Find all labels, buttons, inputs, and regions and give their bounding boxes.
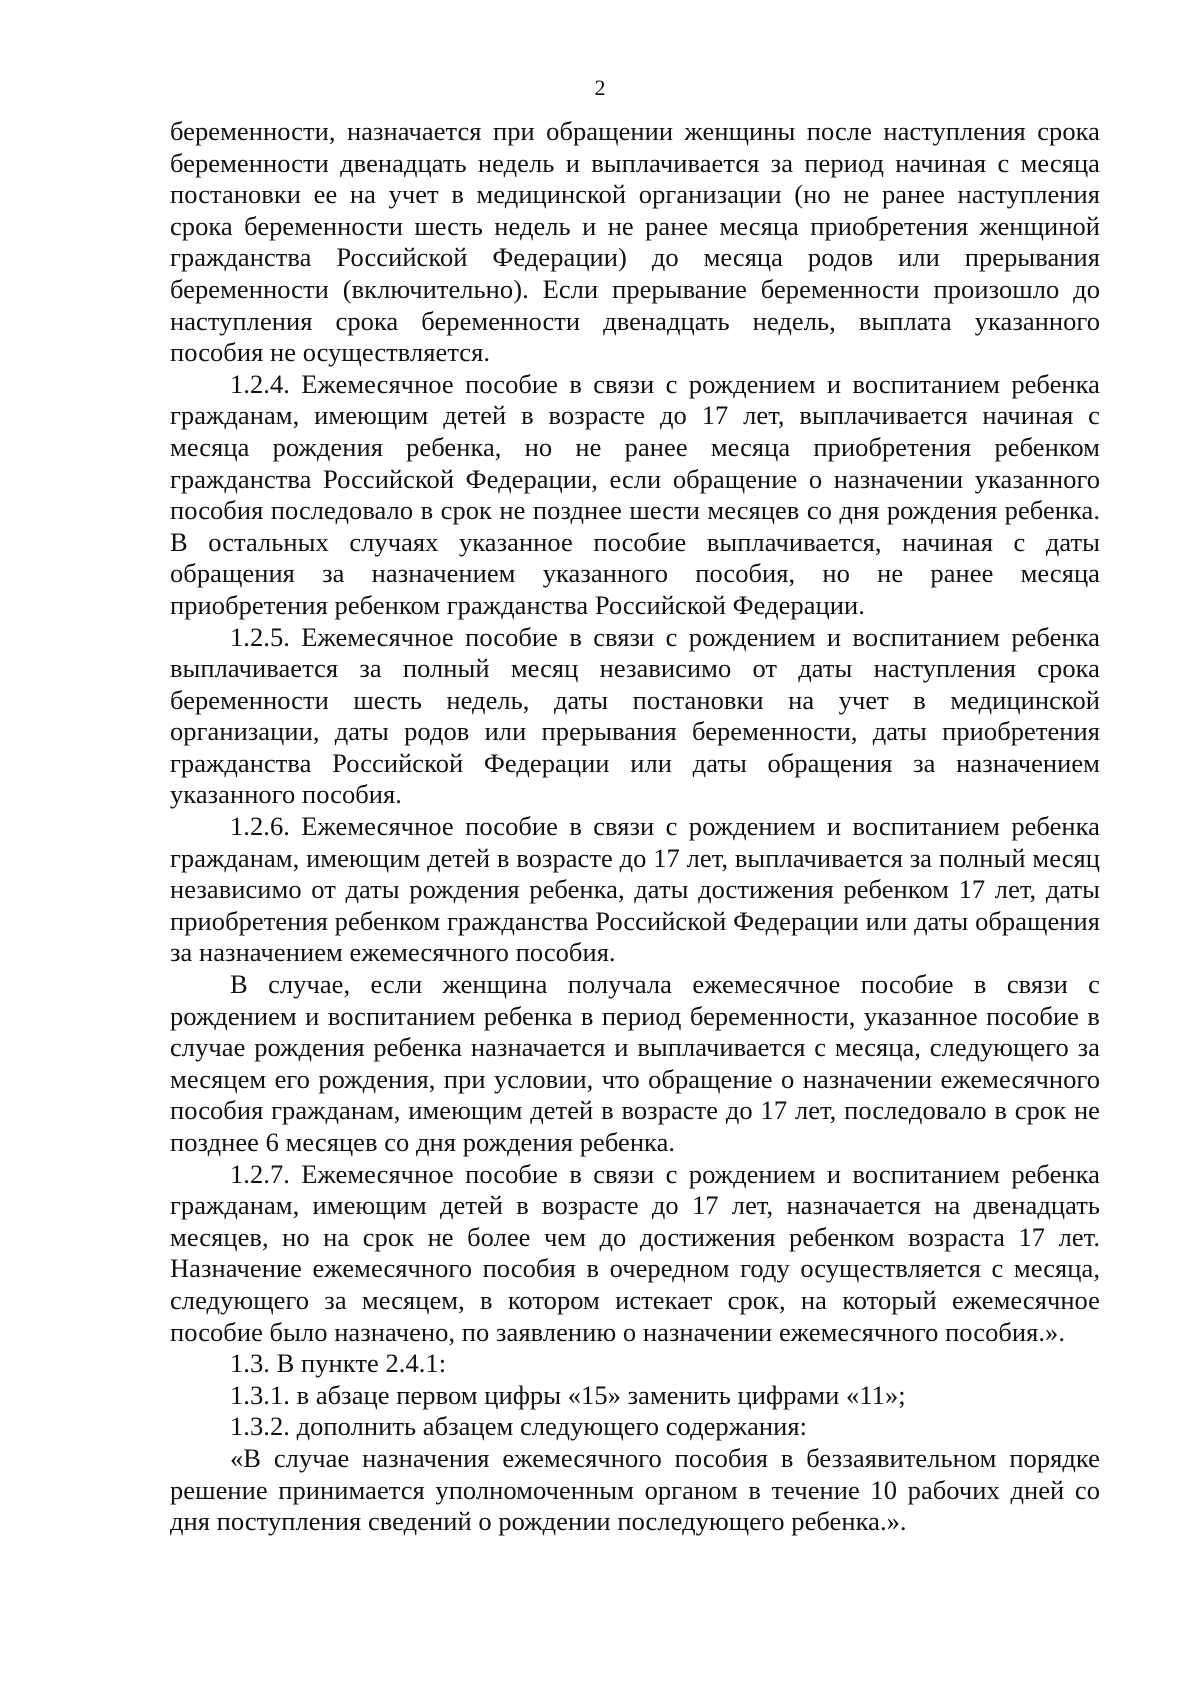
- paragraph-quoted-addition: «В случае назначения ежемесячного пособия в беззаявительном порядке решение принимается уполномоченным органом в течение 10 рабочих дней со дня поступления сведений о рождении последующего ребенка.».: [170, 1442, 1100, 1537]
- paragraph-1-2-6-case: В случае, если женщина получала ежемесячное пособие в связи с рождением и воспитанием ребенка в период беременности, указанное пособие в случае рождения ребенка назначается и выплачивается с месяца, следующего за месяцем его рождения, при условии, что обращение о назначении ежемесячного пособия гражданам, имеющим детей в возрасте до 17 лет, последовало в срок не позднее 6 месяцев со дня рождения ребенка.: [170, 969, 1100, 1157]
- paragraph-1-3: 1.3. В пункте 2.4.1:: [230, 1348, 447, 1379]
- page-number: 2: [594, 75, 606, 100]
- paragraph-1-2-7: 1.2.7. Ежемесячное пособие в связи с рождением и воспитанием ребенка гражданам, имеющим детей в возрасте до 17 лет, назначается на двенадцать месяцев, но на срок не более чем до достижения ребенком возраста 17 лет. Назначение ежемесячного пособия в очередном году осуществляется с месяца, следующего за месяцем, в котором истекает срок, на который ежемесячное пособие было назначено, по заявлению о назначении ежемесячного пособия.».: [170, 1158, 1100, 1347]
- document-body: [170, 116, 1100, 1538]
- paragraph-1-2-5: 1.2.5. Ежемесячное пособие в связи с рождением и воспитанием ребенка выплачивается за полный месяц независимо от даты наступления срока беременности шесть недель, даты постановки на учет в медицинской организации, даты родов или прерывания беременности, даты приобретения гражданства Российской Федерации или даты обращения за назначением указанного пособия.: [170, 621, 1100, 810]
- paragraph-1-3-1: 1.3.1. в абзаце первом цифры «15» заменить цифрами «11»;: [230, 1379, 906, 1410]
- paragraph-1-3-2: 1.3.2. дополнить абзацем следующего содержания:: [230, 1411, 808, 1442]
- paragraph-1-2-6: 1.2.6. Ежемесячное пособие в связи с рождением и воспитанием ребенка гражданам, имеющим детей в возрасте до 17 лет, выплачивается за полный месяц независимо от даты рождения ребенка, даты достижения ребенком 17 лет, даты приобретения ребенком гражданства Российской Федерации или даты обращения за назначением ежемесячного пособия.: [170, 811, 1100, 968]
- paragraph-continuation: беременности, назначается при обращении женщины после наступления срока беременности двенадцать недель и выплачивается за период начиная с месяца постановки ее на учет в медицинской организации (но не ранее наступления срока беременности шесть недель и не ранее месяца приобретения женщиной гражданства Российской Федерации) до месяца родов или прерывания беременности (включительно). Если прерывание беременности произошло до наступления срока беременности двенадцать недель, выплата указанного пособия не осуществляется.: [170, 116, 1100, 368]
- paragraph-1-2-4: 1.2.4. Ежемесячное пособие в связи с рождением и воспитанием ребенка гражданам, имеющим детей в возрасте до 17 лет, выплачивается начиная с месяца рождения ребенка, но не ранее месяца приобретения ребенком гражданства Российской Федерации, если обращение о назначении указанного пособия последовало в срок не позднее шести месяцев со дня рождения ребенка. В остальных случаях указанное пособие выплачивается, начиная с даты обращения за назначением указанного пособия, но не ранее месяца приобретения ребенком гражданства Российской Федерации.: [170, 368, 1100, 620]
